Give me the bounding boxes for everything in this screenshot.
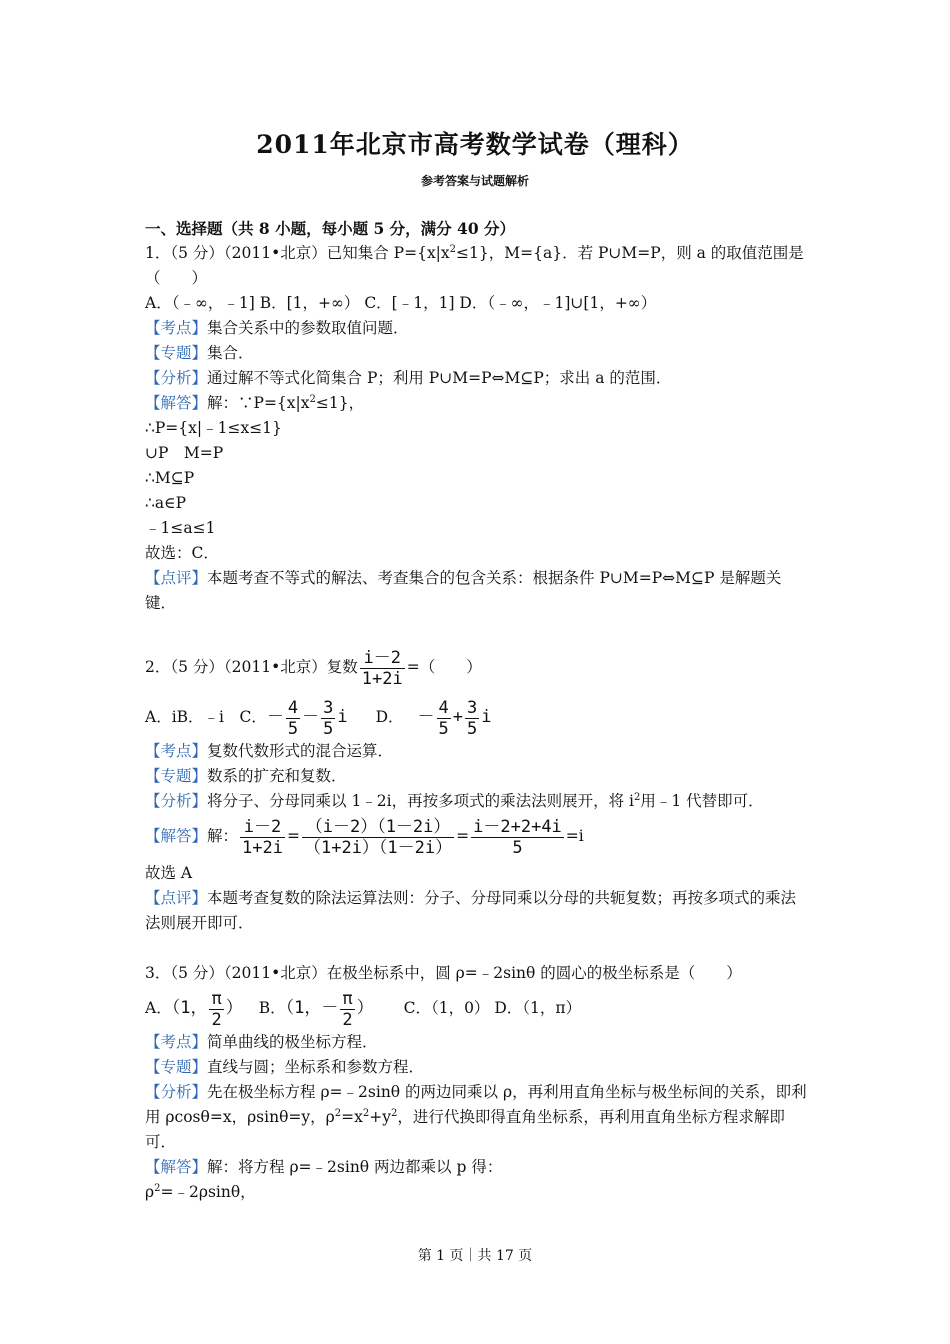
fraction-denominator: 2 — [211, 1009, 222, 1030]
tag-kaodian: 【考点】 — [145, 1033, 208, 1051]
q2-jieda-frac-2 — [302, 817, 454, 858]
q2-optd-sign: － — [417, 707, 435, 727]
tag-zhuanti: 【专题】 — [145, 767, 208, 785]
q3-optb-post: ） — [356, 998, 374, 1018]
q2-stem — [145, 645, 810, 689]
q1-fenxi-text: 通过解不等式化简集合 P；利用 P∪M=P⇔M⊆P；求出 a 的范围． — [207, 369, 672, 387]
q2-options — [145, 695, 810, 739]
page-title: 2011年北京市高考数学试卷（理科） — [256, 130, 694, 159]
q3-fenxi-sup-2: 2 — [362, 1107, 370, 1119]
tag-kaodian: 【考点】 — [145, 742, 208, 760]
fraction-numerator: π — [342, 988, 353, 1009]
q3-fenxi-text-3: +y — [369, 1108, 391, 1126]
q3-last-text: ρ — [145, 1183, 155, 1201]
q3-fenxi-text-4: ，进行代换即得直角坐标系，再利用直角坐标方程求解即可． — [145, 1108, 785, 1151]
q3-zhuanti — [145, 1055, 810, 1080]
fraction-denominator: 5 — [287, 718, 299, 739]
q3-fenxi-text-2: =x — [341, 1108, 363, 1126]
q2-choose: 故选 A — [145, 864, 193, 882]
q2-stem-fraction — [360, 648, 405, 689]
q3-opta-pre: （1， — [171, 998, 208, 1018]
q2-kaodian — [145, 739, 810, 764]
q1-step-4: ∴a∈P — [145, 494, 187, 512]
fraction-numerator: （i－2）（1－2i） — [305, 816, 451, 837]
q2-optd-op: + — [452, 707, 464, 727]
q2-optd-i: i — [481, 707, 492, 727]
q1-jieda-text-2: ≤1}， — [315, 394, 365, 412]
q3-options — [145, 986, 810, 1030]
tag-fenxi: 【分析】 — [145, 792, 208, 810]
tag-kaodian: 【考点】 — [145, 319, 208, 337]
tag-fenxi: 【分析】 — [145, 1083, 208, 1101]
fraction-numerator: i－2 — [243, 816, 282, 837]
q2-jieda — [145, 814, 810, 858]
fraction-denominator: 2 — [342, 1009, 353, 1030]
fraction-numerator: 4 — [438, 697, 449, 718]
q2-optc-i: i — [337, 707, 348, 727]
q3-opta-frac — [209, 989, 223, 1030]
q3-kaodian — [145, 1030, 810, 1055]
q1-kaodian — [145, 316, 810, 341]
content-body — [145, 216, 810, 1205]
tag-jieda: 【解答】 — [145, 827, 208, 845]
q1-step-5: ﹣1≤a≤1 — [145, 519, 216, 537]
spacer — [145, 616, 810, 641]
q2-fenxi — [145, 789, 810, 814]
q3-opta-label: A． — [145, 999, 172, 1017]
q2-optc-frac-1 — [286, 698, 300, 739]
q3-jieda-text: 解：将方程 ρ=﹣2sinθ 两边都乘以 p 得： — [207, 1158, 503, 1176]
fraction-numerator: π — [211, 988, 222, 1009]
q3-last-text-2: =﹣2ρsinθ， — [160, 1183, 256, 1201]
fraction-numerator: 4 — [287, 697, 299, 718]
q1-kaodian-text: 集合关系中的参数取值问题． — [207, 319, 409, 337]
q2-optd-label: D． — [375, 708, 404, 726]
q2-jieda-frac-3 — [471, 817, 564, 858]
fraction-denominator: （1+2i）（1－2i） — [303, 837, 453, 858]
fraction-numerator: i－2 — [363, 647, 401, 668]
q3-optb-frac — [340, 989, 354, 1030]
q3-options-cd: C．（1，0） D．（1，π） — [403, 999, 582, 1017]
q2-optc-sign: － — [266, 707, 284, 727]
fraction-denominator: 5 — [323, 718, 334, 739]
q2-dianping-text: 本题考查复数的除法运算法则：分子、分母同乘以分母的共轭复数；再按多项式的乘法法则展开即可． — [145, 889, 797, 932]
section-heading: 一、选择题（共 8 小题，每小题 5 分，满分 40 分） — [145, 219, 516, 238]
q3-optb-pre: （1，－ — [285, 998, 339, 1018]
q3-fenxi-sup-1: 2 — [334, 1107, 342, 1119]
tag-dianping: 【点评】 — [145, 569, 208, 587]
q3-last-step — [145, 1180, 810, 1205]
q1-stem-text: 1．（5 分）（2011•北京）已知集合 P={x|x — [145, 244, 450, 262]
q1-fenxi — [145, 366, 810, 391]
q3-zhuanti-text: 直线与圆；坐标系和参数方程． — [207, 1058, 425, 1076]
fraction-numerator: 3 — [467, 697, 478, 718]
q2-fenxi-text-2: 用﹣1 代替即可． — [640, 792, 764, 810]
q3-jieda — [145, 1155, 810, 1180]
q1-stem-sup: 2 — [449, 243, 457, 255]
q1-stem-text-2: ≤1}，M={a}．若 P∪M=P，则 a 的取值范围是 — [456, 244, 804, 262]
q2-dianping — [145, 886, 810, 936]
q2-jieda-frac-1 — [240, 817, 285, 858]
q3-kaodian-text: 简单曲线的极坐标方程． — [207, 1033, 378, 1051]
spacer — [145, 936, 810, 961]
fraction-numerator: i－2+2+4i — [473, 816, 562, 837]
q3-stem: 3．（5 分）（2011•北京）在极坐标系中，圆 ρ=﹣2sinθ 的圆心的极坐标系是（ ） — [145, 964, 742, 982]
q1-paren: （ ） — [145, 269, 208, 287]
q1-dianping — [145, 566, 810, 616]
fraction-denominator: 5 — [471, 837, 564, 858]
q1-jieda-sup: 2 — [309, 393, 316, 405]
q2-jieda-text: 解： — [207, 827, 239, 845]
q2-optc-op: － — [302, 707, 320, 727]
q2-optd-frac-2 — [465, 698, 479, 739]
equals-sign: = — [286, 827, 300, 845]
page-subtitle: 参考答案与试题解析 — [420, 174, 529, 188]
q1-zhuanti — [145, 341, 810, 366]
tag-zhuanti: 【专题】 — [145, 344, 208, 362]
tag-jieda: 【解答】 — [145, 1158, 208, 1176]
q1-options: A．（﹣∞，﹣1] B．[1，+∞） C．[﹣1，1] D．（﹣∞，﹣1]∪[1，+∞） — [145, 294, 657, 312]
tag-jieda: 【解答】 — [145, 394, 208, 412]
fraction-numerator: 3 — [323, 697, 334, 718]
fraction-denominator: 5 — [438, 718, 449, 739]
q3-fenxi-sup-3: 2 — [391, 1107, 398, 1119]
page-footer: 第 1 页｜共 17 页 — [417, 1248, 533, 1264]
q1-step-6: 故选：C． — [145, 544, 219, 562]
q1-jieda-text: 解：∵P={x|x — [207, 394, 310, 412]
q1-jieda — [145, 391, 810, 416]
q2-optd-frac-1 — [437, 698, 451, 739]
q1-step-1: ∴P={x|﹣1≤x≤1} — [145, 419, 282, 437]
q3-fenxi — [145, 1080, 810, 1155]
q2-fenxi-sup: 2 — [634, 791, 641, 803]
q1-stem — [145, 241, 810, 266]
equals-sign: = — [456, 827, 470, 845]
q1-step-2: ∪P M=P — [145, 444, 224, 462]
q1-zhuanti-text: 集合． — [207, 344, 254, 362]
tag-zhuanti: 【专题】 — [145, 1058, 208, 1076]
q2-optc-frac-2 — [321, 698, 335, 739]
q3-last-sup: 2 — [154, 1182, 161, 1194]
q1-dianping-text: 本题考查不等式的解法、考查集合的包含关系：根据条件 P∪M=P⇔M⊆P 是解题关键． — [145, 569, 782, 612]
fraction-denominator: 1+2i — [361, 668, 403, 689]
q2-options-ab: A．iB．﹣i C． — [145, 708, 267, 726]
q2-zhuanti-text: 数系的扩充和复数． — [207, 767, 347, 785]
q2-stem-text: 2．（5 分）（2011•北京）复数 — [145, 658, 358, 676]
q3-optb-label: B． — [258, 999, 286, 1017]
q2-stem-end: =（ ） — [406, 658, 482, 676]
q2-kaodian-text: 复数代数形式的混合运算． — [207, 742, 394, 760]
q1-step-3: ∴M⊆P — [145, 469, 195, 487]
q3-fenxi-text: 先在极坐标方程 ρ=﹣2sinθ 的两边同乘以 ρ，再利用直角坐标与极坐标间的关系，即利用 ρcosθ=x，ρsinθ=y，ρ — [145, 1083, 807, 1126]
tag-fenxi: 【分析】 — [145, 369, 208, 387]
q3-opta-post: ） — [225, 998, 243, 1018]
tag-dianping: 【点评】 — [145, 889, 208, 907]
fraction-denominator: 1+2i — [242, 837, 283, 858]
q2-result: =i — [565, 827, 584, 845]
fraction-denominator: 5 — [467, 718, 478, 739]
q2-fenxi-text: 将分子、分母同乘以 1﹣2i，再按多项式的乘法法则展开，将 i — [207, 792, 635, 810]
q2-zhuanti — [145, 764, 810, 789]
